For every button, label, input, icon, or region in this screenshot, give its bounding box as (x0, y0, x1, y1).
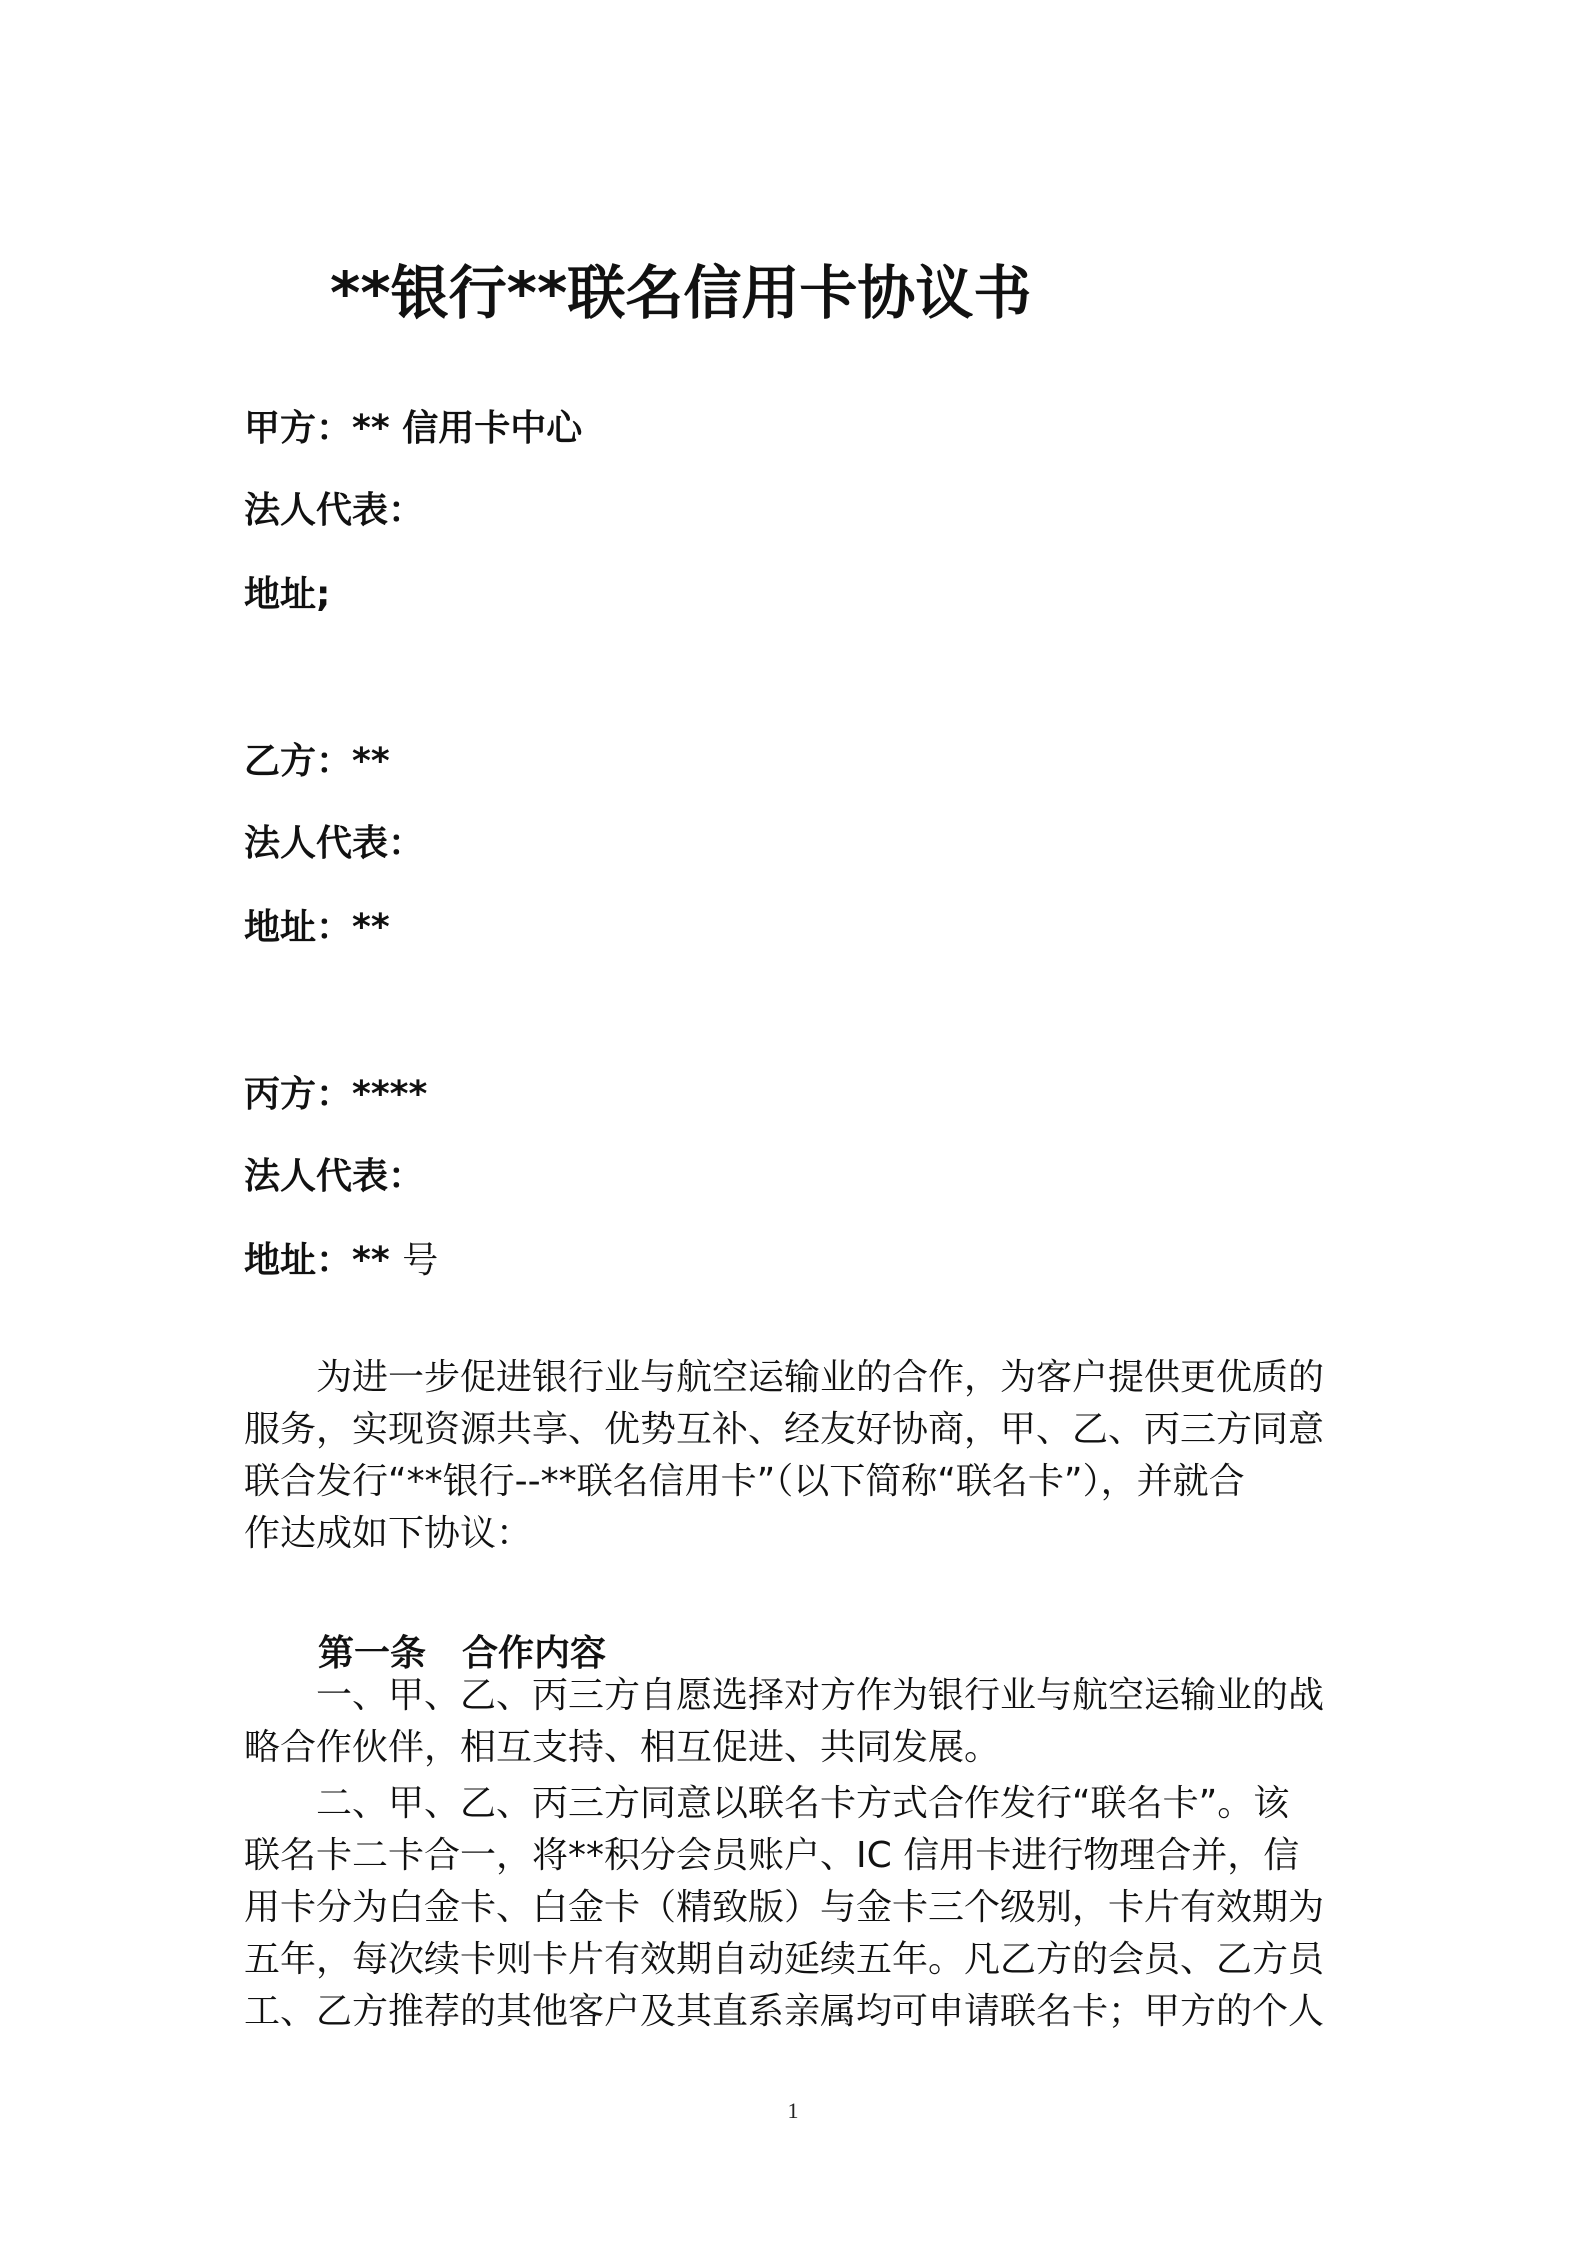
party-c-name: **** (352, 1074, 428, 1115)
party-b-line (244, 733, 390, 784)
page-number: 1 (787, 2098, 799, 2123)
article-1-clause-2 (244, 1778, 1354, 2038)
party-b-address-label: 地址： (244, 907, 353, 948)
party-c-address-line (244, 1232, 438, 1283)
clause-line: 工、乙方推荐的其他客户及其直系亲属均可申请联名卡；甲方的个人 (244, 1991, 1325, 2032)
party-c-address-value: ** (352, 1240, 390, 1281)
party-c-address-label: 地址： (244, 1240, 353, 1281)
clause-line: 用卡分为白金卡、白金卡（精致版）与金卡三个级别，卡片有效期为 (244, 1887, 1325, 1928)
party-b-address-value: ** (352, 907, 390, 948)
party-c-address-suffix: 号 (402, 1240, 439, 1281)
party-a-address: 地址; (244, 574, 331, 615)
party-a-label: 甲方： (244, 408, 353, 449)
clause-line: 联名卡二卡合一，将**积分会员账户、IC 信用卡进行物理合并，信 (244, 1835, 1300, 1876)
intro-line: 服务，实现资源共享、优势互补、经友好协商，甲、乙、丙三方同意 (244, 1409, 1325, 1450)
document-title: **银行**联名信用卡协议书 (330, 259, 1032, 327)
party-a-rep: 法人代表： (244, 490, 425, 531)
party-a-line (244, 400, 582, 451)
party-b-rep: 法人代表： (244, 823, 425, 864)
intro-line: 为进一步促进银行业与航空运输业的合作，为客户提供更优质的 (244, 1357, 1325, 1398)
article-1-number: 第一条 (318, 1633, 427, 1674)
article-1-title: 合作内容 (462, 1633, 607, 1674)
party-c-line (244, 1066, 427, 1117)
party-c-label: 丙方： (244, 1074, 353, 1115)
party-b-address-line (244, 899, 390, 950)
article-1-clause-1 (244, 1670, 1354, 1774)
intro-line: 作达成如下协议： (244, 1513, 533, 1554)
party-b-label: 乙方： (244, 741, 353, 782)
article-1-heading (318, 1625, 606, 1676)
party-b-name: ** (352, 741, 390, 782)
party-a-name: ** 信用卡中心 (352, 408, 583, 449)
clause-line: 略合作伙伴，相互支持、相互促进、共同发展。 (244, 1727, 1001, 1768)
clause-line: 五年，每次续卡则卡片有效期自动延续五年。凡乙方的会员、乙方员 (244, 1939, 1325, 1980)
clause-line: 二、甲、乙、丙三方同意以联名卡方式合作发行“联名卡”。该 (244, 1783, 1290, 1824)
clause-line: 一、甲、乙、丙三方自愿选择对方作为银行业与航空运输业的战 (244, 1675, 1325, 1716)
intro-paragraph (244, 1352, 1354, 1560)
intro-line: 联合发行“**银行--**联名信用卡”（以下简称“联名卡”），并就合 (244, 1461, 1245, 1502)
party-c-rep: 法人代表： (244, 1156, 425, 1197)
